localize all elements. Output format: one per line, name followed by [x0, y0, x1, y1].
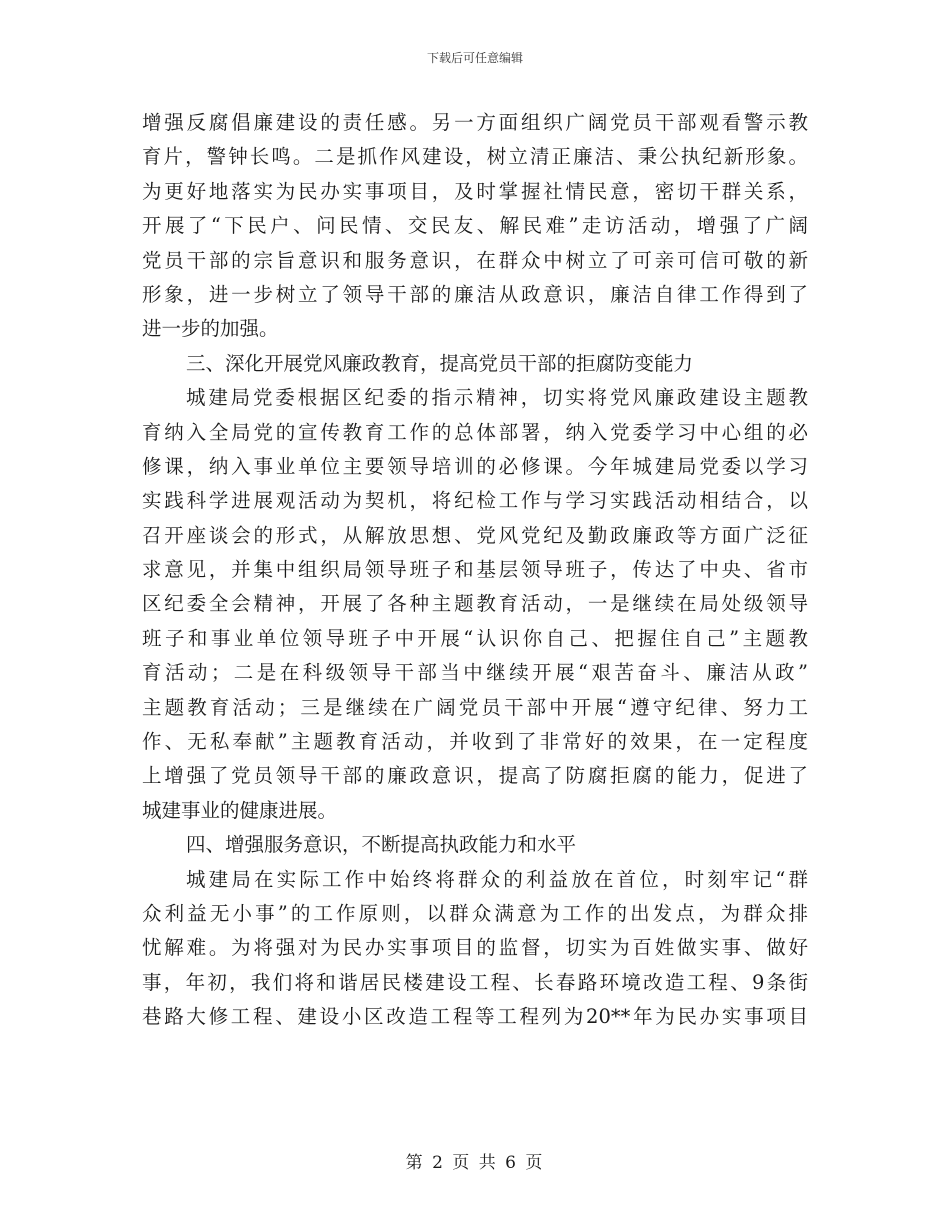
text-line: 育纳入全局党的宣传教育工作的总体部署，纳入党委学习中心组的必	[142, 420, 808, 444]
text-line: 为更好地落实为民办实事项目，及时掌握社情民意，密切干群关系，	[142, 179, 808, 203]
text-line: 党员干部的宗旨意识和服务意识，在群众中树立了可亲可信可敬的新	[142, 248, 808, 272]
section-heading: 三、深化开展党风廉政教育，提高党员干部的拒腐防变能力	[186, 351, 694, 375]
text-line: 修课，纳入事业单位主要领导培训的必修课。今年城建局党委以学习	[142, 454, 808, 478]
text-line: 事，年初，我们将和谐居民楼建设工程、长春路环境改造工程、9条街	[142, 970, 808, 994]
page-header: 下载后可任意编辑	[426, 51, 523, 65]
text-line: 忧解难。为将强对为民办实事项目的监督，切实为百姓做实事、做好	[142, 936, 808, 960]
text-line: 城建事业的健康进展。	[142, 798, 338, 822]
text-line: 育活动；二是在科级领导干部当中继续开展“艰苦奋斗、廉洁从政”	[142, 661, 808, 685]
text-line: 形象，进一步树立了领导干部的廉洁从政意识，廉洁自律工作得到了	[142, 282, 808, 306]
text-line: 育片，警钟长鸣。二是抓作风建设，树立清正廉洁、秉公执纪新形象。	[142, 145, 808, 169]
text-line: 作、无私奉献”主题教育活动，并收到了非常好的效果，在一定程度	[142, 730, 808, 754]
text-line: 众利益无小事”的工作原则，以群众满意为工作的出发点，为群众排	[142, 901, 808, 925]
text-line: 召开座谈会的形式，从解放思想、党风党纪及勤政廉政等方面广泛征	[142, 523, 808, 547]
text-line: 上增强了党员领导干部的廉政意识，提高了防腐拒腐的能力，促进了	[142, 764, 808, 788]
section-heading: 四、增强服务意识，不断提高执政能力和水平	[186, 833, 577, 857]
text-line: 区纪委全会精神，开展了各种主题教育活动，一是继续在局处级领导	[142, 592, 808, 616]
text-line: 求意见，并集中组织局领导班子和基层领导班子，传达了中央、省市	[142, 558, 808, 582]
text-line: 巷路大修工程、建设小区改造工程等工程列为20**年为民办实事项目	[142, 1005, 808, 1029]
text-line: 实践科学进展观活动为契机，将纪检工作与学习实践活动相结合，以	[142, 489, 808, 513]
text-line: 增强反腐倡廉建设的责任感。另一方面组织广阔党员干部观看警示教	[142, 111, 808, 134]
text-line: 主题教育活动；三是继续在广阔党员干部中开展“遵守纪律、努力工	[142, 695, 808, 719]
text-line: 进一步的加强。	[142, 317, 279, 341]
page-number: 第 2 页 共 6 页	[405, 1153, 545, 1173]
text-line: 班子和事业单位领导班子中开展“认识你自己、把握住自己”主题教	[142, 626, 808, 650]
text-line: 城建局党委根据区纪委的指示精神，切实将党风廉政建设主题教	[186, 386, 808, 410]
text-line: 开展了“下民户、问民情、交民友、解民难”走访活动，增强了广阔	[142, 214, 808, 238]
text-line: 城建局在实际工作中始终将群众的利益放在首位，时刻牢记“群	[186, 867, 808, 891]
document-body	[142, 106, 808, 1035]
